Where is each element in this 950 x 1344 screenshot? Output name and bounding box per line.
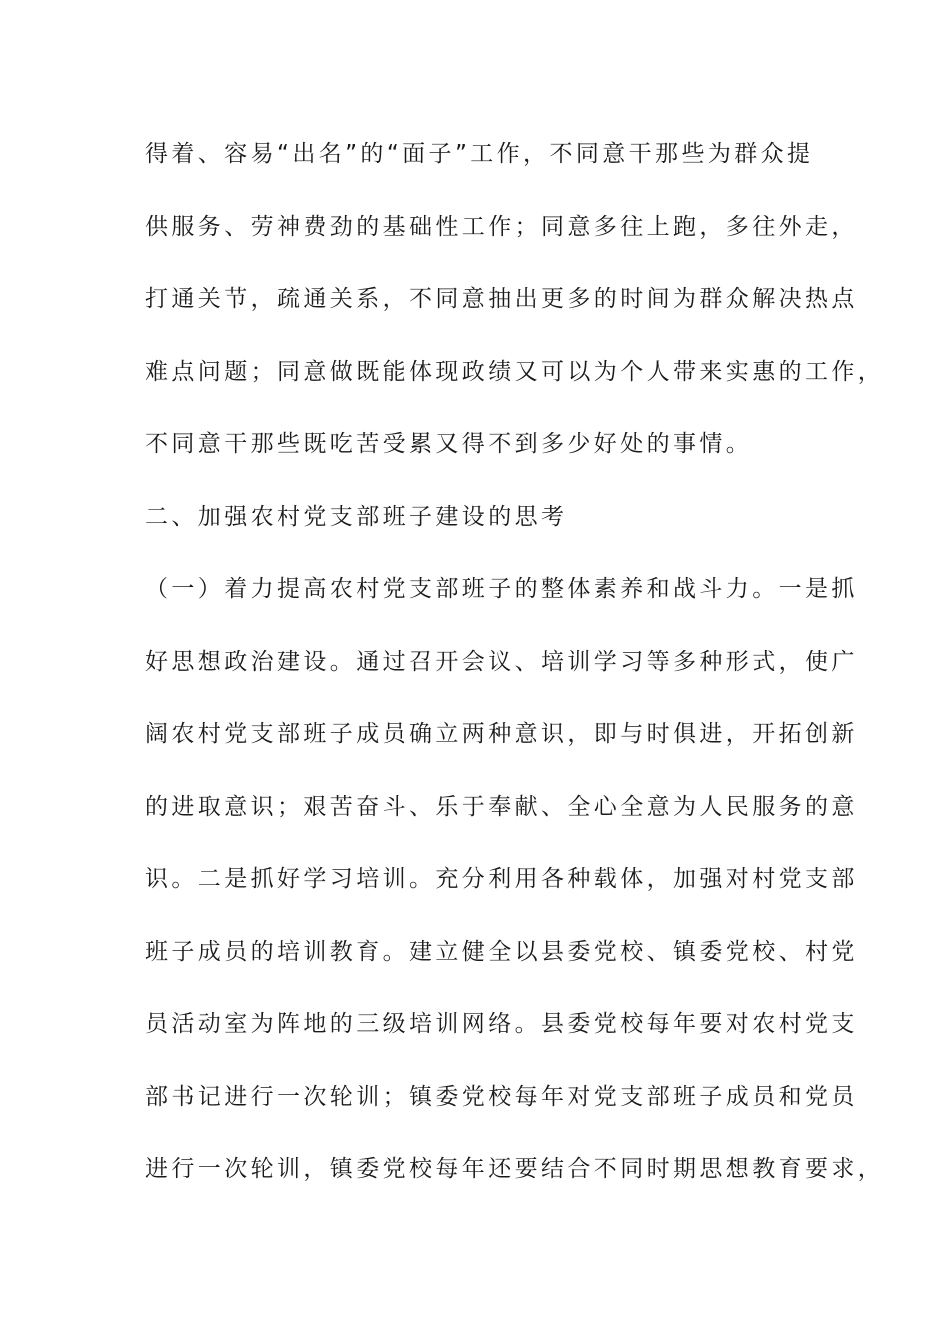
section-heading: 二、加强农村党支部班子建设的思考 — [145, 503, 568, 530]
text-line: 识。二是抓好学习培训。充分利用各种载体，加强对村党支部 — [145, 866, 858, 892]
text-line: 好思想政治建设。通过召开会议、培训学习等多种形式，使广 — [145, 648, 858, 675]
text-line: 难点问题；同意做既能体现政绩又可以为个人带来实惠的工作， — [145, 358, 885, 385]
text-line: 班子成员的培训教育。建立健全以县委党校、镇委党校、村党 — [145, 938, 858, 965]
body-text — [145, 130, 885, 1218]
text-line: （一）着力提高农村党支部班子的整体素养和战斗力。一是抓 — [145, 576, 858, 602]
text-line: 部书记进行一次轮训；镇委党校每年对党支部班子成员和党员 — [145, 1083, 858, 1110]
text-line: 供服务、劳神费劲的基础性工作；同意多往上跑，多往外走， — [145, 213, 858, 240]
text-line: 打通关节，疏通关系，不同意抽出更多的时间为群众解决热点 — [145, 286, 858, 312]
text-line: 的进取意识；艰苦奋斗、乐于奉献、全心全意为人民服务的意 — [145, 793, 858, 820]
text-line: 得着、容易“出名”的“面子”工作，不同意干那些为群众提 — [145, 141, 814, 167]
text-line: 进行一次轮训，镇委党校每年还要结合不同时期思想教育要求， — [145, 1156, 885, 1182]
text-line: 阔农村党支部班子成员确立两种意识，即与时俱进，开拓创新 — [145, 721, 858, 747]
text-line: 不同意干那些既吃苦受累又得不到多少好处的事情。 — [145, 431, 753, 457]
text-line: 员活动室为阵地的三级培训网络。县委党校每年要对农村党支 — [145, 1011, 858, 1037]
